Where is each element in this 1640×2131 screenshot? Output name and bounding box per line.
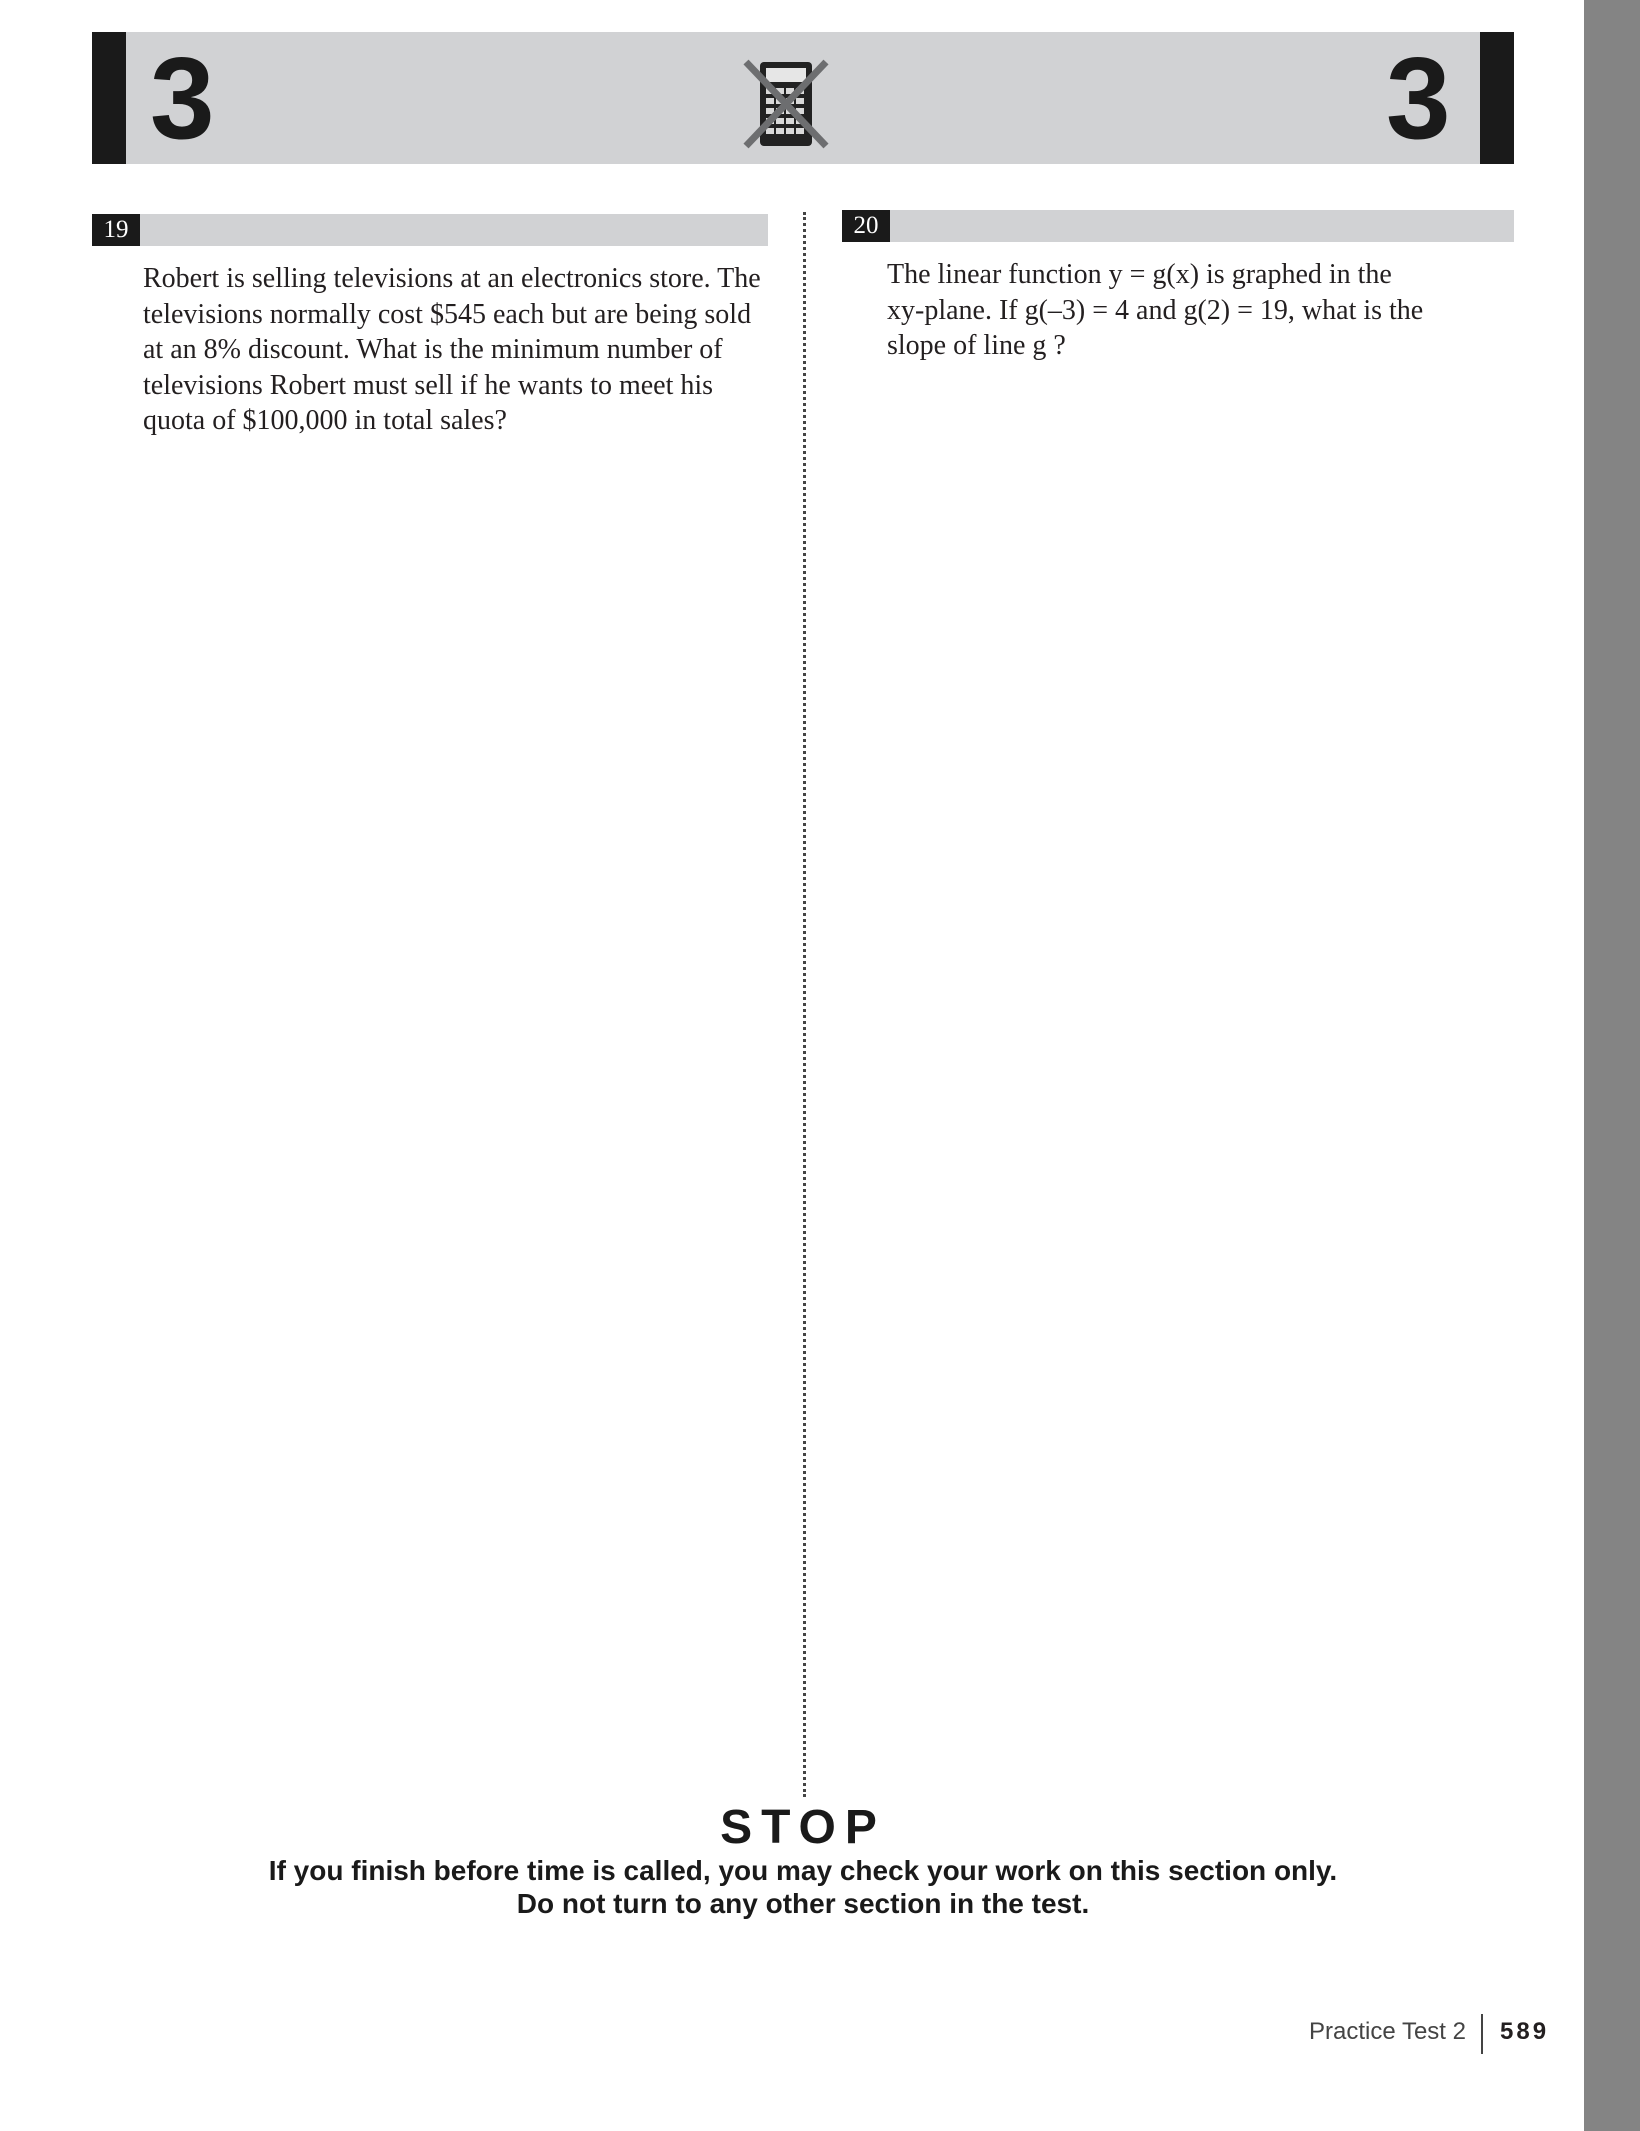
question-text <box>887 257 1527 364</box>
text-line: slope of line g ? <box>887 330 1066 361</box>
stop-instruction: If you finish before time is called, you may check your work on this section only. <box>268 1855 1338 1886</box>
question-number: 20 <box>842 210 890 242</box>
text-line: quota of $100,000 in total sales? <box>143 405 507 436</box>
header-bar-left <box>92 32 126 164</box>
question-text <box>143 261 783 439</box>
question-header-bar <box>92 214 768 246</box>
page-number: 589 <box>1500 2018 1550 2045</box>
footer-divider <box>1481 2014 1483 2054</box>
question-header-bar <box>842 210 1514 242</box>
no-calculator-icon <box>738 56 834 152</box>
footer-label: Practice Test 2 <box>1309 2018 1466 2045</box>
section-number-left: 3 <box>150 33 215 163</box>
header-bar-right <box>1480 32 1514 164</box>
stop-heading: STOP <box>720 1801 886 1854</box>
section-number-right: 3 <box>1386 33 1451 163</box>
text-line: televisions normally cost $545 each but are being sold <box>143 298 752 330</box>
text-line: at an 8% discount. What is the minimum number of <box>143 334 723 365</box>
question-number: 19 <box>92 214 140 246</box>
text-line: Robert is selling televisions at an electronics store. The <box>143 263 761 294</box>
text-line: televisions Robert must sell if he wants to meet his <box>143 369 714 401</box>
stop-instruction: Do not turn to any other section in the test. <box>516 1888 1090 1919</box>
text-line: xy-plane. If g(–3) = 4 and g(2) = 19, what is the <box>887 294 1424 326</box>
column-divider <box>803 212 806 1797</box>
text-line: The linear function y = g(x) is graphed in the <box>887 259 1392 290</box>
